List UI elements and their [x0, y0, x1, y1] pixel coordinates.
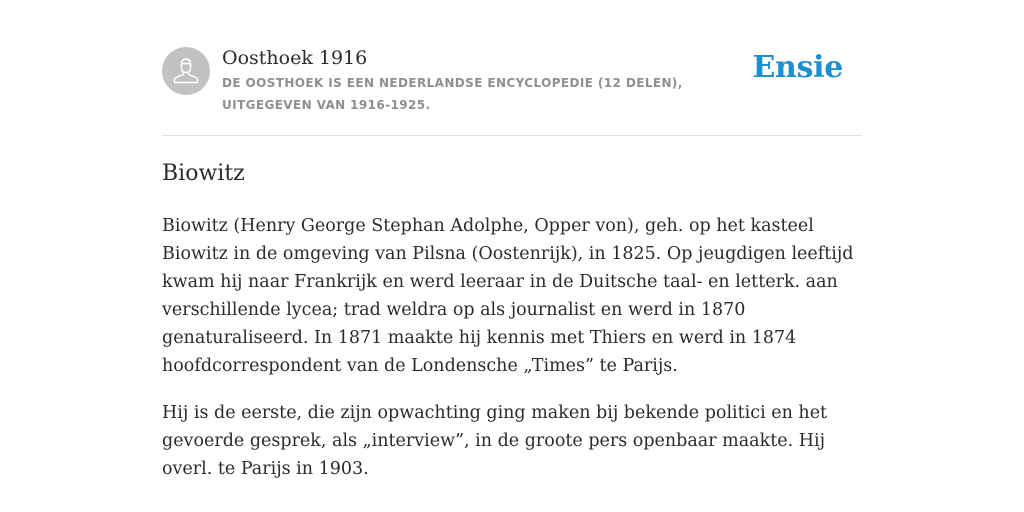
- article-paragraph: Biowitz (Henry George Stephan Adolphe, Opper von), geh. op het kasteel Biowitz in de omgeving van Pilsna (Oostenrijk), in 1825. Op jeugdigen leeftijd kwam hij naar Frankrijk en werd leeraar in de Duitsche taal- en letterk. aan verschillende lycea; trad weldra op als journalist en werd in 1870 genaturaliseerd. In 1871 maakte hij kennis met Thiers en werd in 1874 hoofdcorrespondent van de Londensche „Times” te Parijs.: [162, 216, 854, 376]
- source-title[interactable]: Oosthoek 1916: [222, 47, 368, 69]
- article-title: Biowitz: [162, 161, 245, 186]
- source-header: [162, 44, 862, 116]
- user-icon: [162, 47, 210, 95]
- divider: [162, 135, 862, 136]
- article-paragraph: Hij is de eerste, die zijn opwachting ging maken bij bekende politici en het gevoerde gesprek, als „interview”, in de groote pers openbaar maakte. Hij overl. te Parijs in 1903.: [162, 403, 828, 479]
- source-description: DE OOSTHOEK IS EEN NEDERLANDSE ENCYCLOPEDIE (12 DELEN), UITGEGEVEN VAN 1916-1925.: [222, 76, 683, 112]
- article-body: [162, 212, 862, 502]
- brand-logo-link[interactable]: Ensie: [752, 50, 843, 85]
- user-icon-graphic: [162, 47, 210, 95]
